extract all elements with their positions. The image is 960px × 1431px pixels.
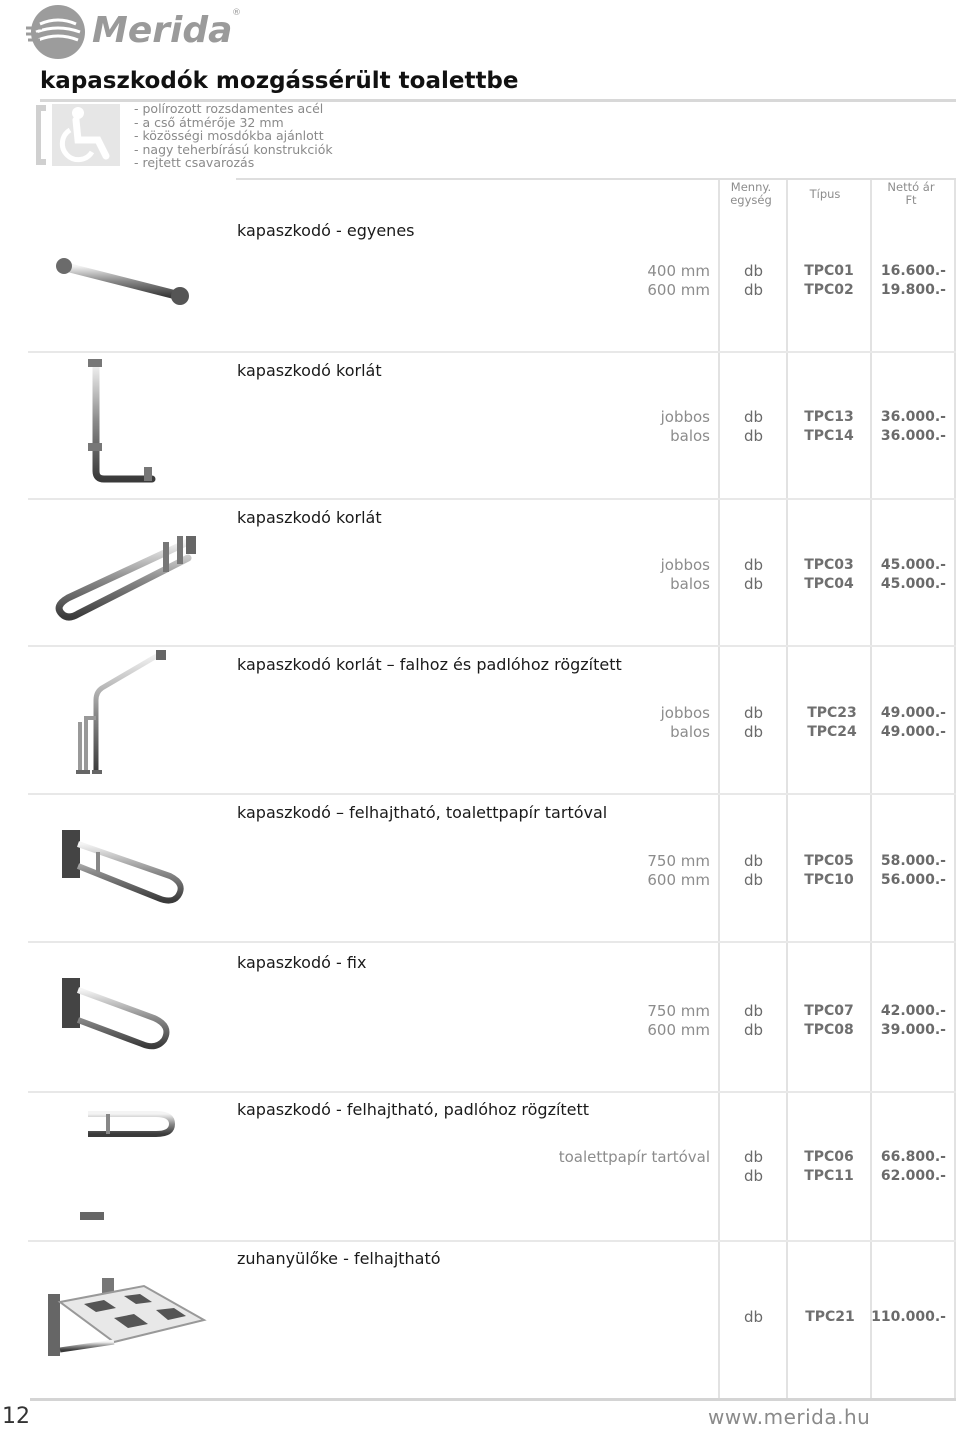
- price-list: 16.600.- 19.800.-: [880, 263, 946, 298]
- fixed-grab-bar-icon: [58, 974, 182, 1060]
- wheelchair-accessibility-icon: [36, 102, 122, 168]
- footer-divider: [30, 1398, 956, 1401]
- column-divider: [718, 180, 720, 1398]
- unit-list: db db: [744, 1002, 764, 1039]
- unit-list: db db: [744, 1148, 764, 1185]
- column-divider: [870, 180, 872, 1398]
- registered-mark: ®: [232, 8, 241, 18]
- price-list: 110.000.-: [871, 1309, 946, 1325]
- product-code-list: TPC13 TPC14: [804, 409, 854, 444]
- section-title: kapaszkodó korlát: [237, 508, 382, 527]
- floor-mounted-foldable-bar-icon: [72, 1104, 182, 1224]
- variant-list: 400 mm 600 mm: [647, 262, 710, 299]
- folding-shower-seat-icon: [44, 1276, 208, 1372]
- variant-list: toalettpapír tartóval: [558, 1148, 710, 1166]
- price-list: 58.000.- 56.000.-: [880, 853, 946, 888]
- price-list: 45.000.- 45.000.-: [880, 557, 946, 592]
- product-code-list: TPC05 TPC10: [804, 853, 854, 888]
- product-code-list: TPC21: [805, 1309, 855, 1325]
- section-title: zuhanyülőke - felhajtható: [237, 1249, 441, 1268]
- table-header-divider: [236, 178, 956, 180]
- product-code-list: TPC01 TPC02: [804, 263, 854, 298]
- product-code-list: TPC07 TPC08: [804, 1003, 854, 1038]
- website-link[interactable]: www.merida.hu: [708, 1405, 871, 1429]
- row-divider: [28, 941, 956, 943]
- straight-grab-bar-icon: [50, 252, 210, 322]
- section-title: kapaszkodó korlát: [237, 361, 382, 380]
- variant-list: 750 mm 600 mm: [647, 852, 710, 889]
- row-divider: [28, 351, 956, 353]
- row-divider: [28, 1091, 956, 1093]
- wall-floor-grab-bar-icon: [66, 648, 176, 782]
- column-divider: [786, 180, 788, 1398]
- angled-grab-bar-icon: [48, 528, 208, 628]
- unit-list: db db: [744, 852, 764, 889]
- price-list: 42.000.- 39.000.-: [880, 1003, 946, 1038]
- brand-name: Merida: [92, 10, 233, 51]
- l-shaped-grab-bar-icon: [78, 355, 168, 491]
- product-code-list: TPC06 TPC11: [804, 1149, 854, 1184]
- foldable-grab-bar-paper-holder-icon: [58, 826, 198, 916]
- section-title: kapaszkodó – felhajtható, toalettpapír tartóval: [237, 803, 608, 822]
- column-header-unit: Menny. egység: [730, 180, 772, 207]
- section-title: kapaszkodó - fix: [237, 953, 367, 972]
- variant-list: jobbos balos: [660, 408, 710, 445]
- unit-list: db db: [744, 408, 764, 445]
- price-list: 36.000.- 36.000.-: [880, 409, 946, 444]
- section-title: kapaszkodó - egyenes: [237, 221, 415, 240]
- feature-item: - rejtett csavarozás: [134, 155, 255, 170]
- row-divider: [28, 645, 956, 647]
- variant-list: jobbos balos: [660, 704, 710, 741]
- product-code-list: TPC03 TPC04: [804, 557, 854, 592]
- column-header-type: Típus: [809, 187, 841, 201]
- unit-list: db db: [744, 262, 764, 299]
- price-list: 66.800.- 62.000.-: [880, 1149, 946, 1184]
- unit-list: db: [744, 1308, 764, 1326]
- row-divider: [28, 1240, 956, 1242]
- feature-list: [134, 102, 333, 170]
- column-header-price: Nettó ár Ft: [887, 180, 935, 207]
- section-title: kapaszkodó - felhajtható, padlóhoz rögzített: [237, 1100, 590, 1119]
- unit-list: db db: [744, 556, 764, 593]
- feature-item: - polírozott rozsdamentes acél: [134, 101, 324, 116]
- unit-list: db db: [744, 704, 764, 741]
- product-code-list: TPC23 TPC24: [807, 705, 857, 740]
- row-divider: [28, 498, 956, 500]
- feature-item: - közösségi mosdókba ajánlott: [134, 128, 324, 143]
- page-number: 12: [2, 1404, 30, 1429]
- feature-item: - a cső átmérője 32 mm: [134, 114, 284, 130]
- feature-item: - nagy teherbírású konstrukciók: [134, 141, 333, 157]
- variant-list: jobbos balos: [660, 556, 710, 593]
- section-title: kapaszkodó korlát – falhoz és padlóhoz rögzített: [237, 655, 622, 674]
- column-divider: [954, 180, 956, 1398]
- row-divider: [28, 793, 956, 795]
- page-title: kapaszkodók mozgássérült toalettbe: [40, 68, 519, 94]
- variant-list: 750 mm 600 mm: [647, 1002, 710, 1039]
- price-list: 49.000.- 49.000.-: [880, 705, 946, 740]
